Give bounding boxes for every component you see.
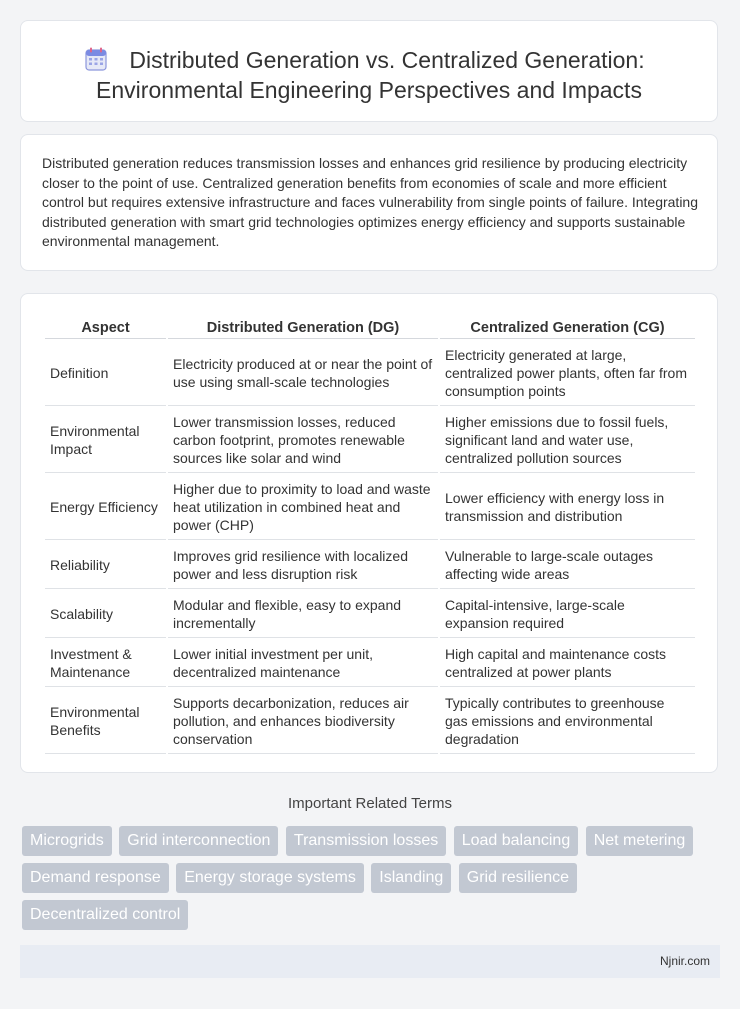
comparison-table <box>43 310 697 756</box>
cg-cell: Capital-intensive, large-scale expansion required <box>440 591 695 638</box>
tag-energy-storage-systems[interactable]: Energy storage systems <box>176 863 364 893</box>
comparison-card <box>20 293 718 773</box>
footer-site[interactable]: Njnir.com <box>659 954 710 968</box>
tag-decentralized-control[interactable]: Decentralized control <box>22 900 188 930</box>
dg-cell: Electricity produced at or near the point of use using small-scale technologies <box>168 341 438 406</box>
tag-grid-interconnection[interactable]: Grid interconnection <box>119 826 278 856</box>
header-cg: Centralized Generation (CG) <box>440 312 695 339</box>
tag-microgrids[interactable]: Microgrids <box>22 826 112 856</box>
cg-cell: Lower efficiency with energy loss in transmission and distribution <box>440 475 695 540</box>
tag-load-balancing[interactable]: Load balancing <box>454 826 579 856</box>
header-dg: Distributed Generation (DG) <box>168 312 438 339</box>
cg-cell: Higher emissions due to fossil fuels, significant land and water use, centralized pollution sources <box>440 408 695 473</box>
cg-cell: Electricity generated at large, centralized power plants, often far from consumption points <box>440 341 695 406</box>
table-row <box>45 689 695 754</box>
title-line-1: Distributed Generation vs. Centralized Generation: <box>129 47 645 73</box>
table-row <box>45 542 695 589</box>
table-row <box>45 640 695 687</box>
table-row <box>45 408 695 473</box>
aspect-cell: Energy Efficiency <box>45 475 166 540</box>
related-terms-list <box>22 826 722 937</box>
aspect-cell: Scalability <box>45 591 166 638</box>
table-row <box>45 591 695 638</box>
tag-transmission-losses[interactable]: Transmission losses <box>286 826 446 856</box>
tag-grid-resilience[interactable]: Grid resilience <box>459 863 577 893</box>
aspect-cell: Reliability <box>45 542 166 589</box>
header-aspect: Aspect <box>45 312 166 339</box>
aspect-cell: Investment & Maintenance <box>45 640 166 687</box>
aspect-cell: Environmental Benefits <box>45 689 166 754</box>
dg-cell: Improves grid resilience with localized power and less disruption risk <box>168 542 438 589</box>
dg-cell: Supports decarbonization, reduces air pollution, and enhances biodiversity conservation <box>168 689 438 754</box>
footer <box>20 945 720 978</box>
tag-demand-response[interactable]: Demand response <box>22 863 169 893</box>
title-line-2: Environmental Engineering Perspectives and Impacts <box>96 77 642 103</box>
cg-cell: High capital and maintenance costs centralized at power plants <box>440 640 695 687</box>
cg-cell: Typically contributes to greenhouse gas emissions and environmental degradation <box>440 689 695 754</box>
dg-cell: Lower initial investment per unit, decentralized maintenance <box>168 640 438 687</box>
table-header-row <box>45 312 695 339</box>
dg-cell: Modular and flexible, easy to expand incrementally <box>168 591 438 638</box>
table-row <box>45 341 695 406</box>
intro-paragraph: Distributed generation reduces transmission losses and enhances grid resilience by producing electricity closer to the point of use. Centralized generation benefits from economies of scale and more efficient control but requires extensive infrastructure and faces vulnerability from single points of failure. Integrating distributed generation with smart grid technologies optimizes energy efficiency and supports sustainable environmental management. <box>42 155 699 250</box>
related-terms-title: Important Related Terms <box>288 795 452 812</box>
aspect-cell: Environmental Impact <box>45 408 166 473</box>
tag-islanding[interactable]: Islanding <box>371 863 451 893</box>
dg-cell: Lower transmission losses, reduced carbon footprint, promotes renewable sources like solar and wind <box>168 408 438 473</box>
table-row <box>45 475 695 540</box>
title-card <box>20 20 718 122</box>
tag-net-metering[interactable]: Net metering <box>586 826 694 856</box>
page-title <box>61 45 677 105</box>
dg-cell: Higher due to proximity to load and waste heat utilization in combined heat and power (CHP) <box>168 475 438 540</box>
cg-cell: Vulnerable to large-scale outages affecting wide areas <box>440 542 695 589</box>
aspect-cell: Definition <box>45 341 166 406</box>
intro-card <box>20 134 718 271</box>
